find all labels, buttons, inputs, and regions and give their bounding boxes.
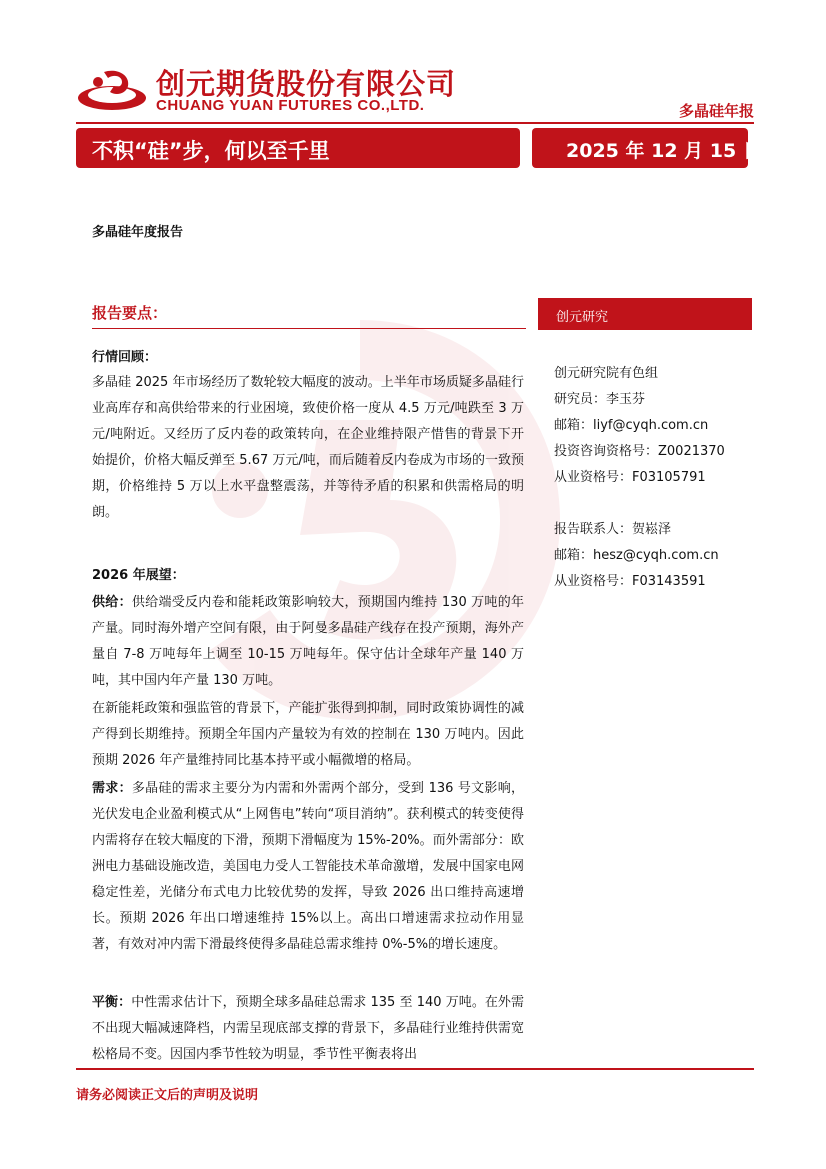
review-heading: 行情回顾： [92,350,158,365]
report-type-label: 多晶硅年报 [678,102,754,120]
company-name-en: CHUANG YUAN FUTURES CO.,LTD. [156,97,425,114]
report-subtitle: 多晶硅年度报告 [92,225,184,240]
side-info-header [538,298,752,330]
demand-text: 多晶硅的需求主要分为内需和外需两个部分，受到 136 号文影响，光伏发电企业盈利模式从“上网售电”转向“项目消纳”。获利模式的转变使得内需将存在较大幅度的下滑，预期下滑幅度为 15%-20%。而外需部分：欧洲电力基础设施改造，美国电力受人工智能技术革命激增，发展中国家电网稳定性差，光储分布式电力比较优势的发挥，导致 2026 出口维持高速增长。预期 2026 年出口增速维持 15%以上。高出口增速需求拉动作用显著，有效对冲内需下滑最终使得多晶硅总需求维持 0%-5%的增长速度。 [92,781,524,952]
researcher-email: 邮箱：liyf@cyqh.com.cn [554,418,709,433]
title-banner [76,128,520,168]
practice-cert-number: 从业资格号：F03105791 [554,470,706,485]
outlook-heading: 2026 年展望： [92,568,185,583]
section-divider [92,328,526,329]
footer-divider [76,1068,754,1070]
supply-paragraph-2: 在新能耗政策和强监管的背景下，产能扩张得到抑制，同时政策协调性的减产得到长期维持。预期全年国内产量较为有效的控制在 130 万吨内。因此预期 2026 年产量维持同比基本持平或小幅微增的格局。 [92,701,524,768]
report-date: 2025 年 12 月 15 日 [566,140,762,162]
supply-paragraph [92,590,524,694]
contact-name: 报告联系人：贺崧泽 [554,522,672,537]
balance-paragraph [92,990,524,1068]
demand-paragraph [92,776,524,958]
report-title: 不积“硅”步，何以至千里 [92,139,330,163]
side-info-title: 创元研究 [556,310,609,325]
supply-label: 供给： [92,595,132,610]
demand-label: 需求： [92,781,132,796]
contact-cert-number: 从业资格号：F03143591 [554,574,706,589]
company-logo [76,68,148,112]
balance-text: 中性需求估计下，预期全球多晶硅总需求 135 至 140 万吨。在外需不出现大幅减速降档，内需呈现底部支撑的背景下，多晶硅行业维持供需宽松格局不变。因国内季节性较为明显，季节性平衡表将出 [92,995,524,1062]
balance-label: 平衡： [92,995,132,1010]
contact-email: 邮箱：hesz@cyqh.com.cn [554,548,719,563]
footer-notice: 请务必阅读正文后的声明及说明 [76,1088,259,1103]
date-banner [532,128,762,168]
review-paragraph: 多晶硅 2025 年市场经历了数轮较大幅度的波动。上半年市场质疑多晶硅行业高库存和高供给带来的行业困境，致使价格一度从 4.5 万元/吨跌至 3 万元/吨附近。又经历了反内卷的政策转向，在企业维持限产惜售的背景下开始提价，价格大幅反弹至 5.67 万元/吨，而后随着反内卷成为市场的一致预期，价格维持 5 万以上水平盘整震荡，并等待矛盾的积累和供需格局的明朗。 [92,375,524,520]
company-name-cn: 创元期货股份有限公司 [156,67,457,101]
header-divider [76,122,754,124]
invest-cert-number: 投资咨询资格号：Z0021370 [554,444,725,459]
researcher-name: 研究员：李玉芬 [554,392,646,407]
research-group: 创元研究院有色组 [554,366,659,381]
supply-text: 供给端受反内卷和能耗政策影响较大，预期国内维持 130 万吨的年产量。同时海外增产空间有限，由于阿曼多晶硅产线存在投产预期，海外产量自 7-8 万吨每年上调至 10-15 万吨每年。保守估计全球年产量 140 万吨，其中国内年产量 130 万吨。 [92,595,524,688]
section-title: 报告要点： [92,304,168,322]
